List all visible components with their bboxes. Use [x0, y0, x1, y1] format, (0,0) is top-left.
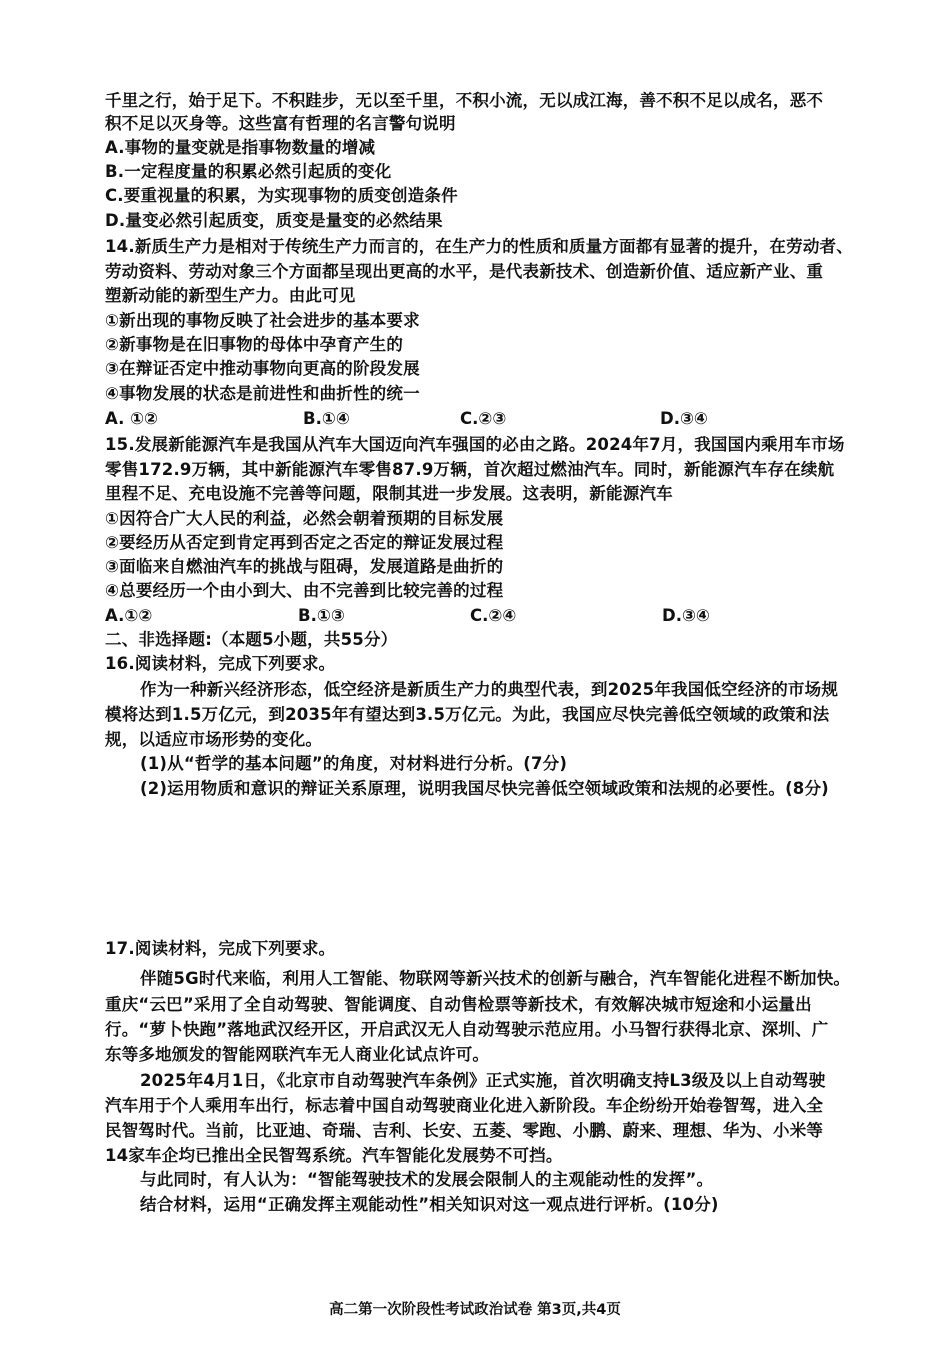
q17-para2-line-2: 汽车用于个人乘用车出行，标志着中国自动驾驶商业化进入新阶段。车企纷纷开始卷智驾，进入全: [105, 1096, 824, 1115]
q14-choice-b: B.①④: [303, 409, 350, 428]
q15-statement-2: ②要经历从否定到肯定再到否定之否定的辩证发展过程: [105, 533, 504, 552]
q16-subquestion-2: (2)运用物质和意识的辩证关系原理，说明我国尽快完善低空领域政策和法规的必要性。(8分): [140, 779, 829, 798]
q15-statement-3: ③面临来自燃油汽车的挑战与阻碍，发展道路是曲折的: [105, 557, 504, 576]
q14-choice-c: C.②③: [460, 409, 507, 428]
q13-option-d: D.量变必然引起质变，质变是量变的必然结果: [105, 211, 443, 230]
q15-choice-a: A.①②: [105, 606, 153, 625]
q15-stem-line-2: 零售172.9万辆，其中新能源汽车零售87.9万辆，首次超过燃油汽车。同时，新能源汽车存在续航: [105, 460, 835, 479]
q17-para3: 与此同时，有人认为：“智能驾驶技术的发展会限制人的主观能动性的发挥”。: [140, 1170, 714, 1189]
q13-option-b: B.一定程度量的积累必然引起质的变化: [105, 162, 392, 181]
q17-para2-line-4: 14家车企均已推出全民智驾系统。汽车智能化发展势不可挡。: [105, 1146, 563, 1165]
q15-statement-4: ④总要经历一个由小到大、由不完善到比较完善的过程: [105, 581, 504, 600]
q14-statement-2: ②新事物是在旧事物的母体中孕育产生的: [105, 335, 404, 354]
section-heading: 二、非选择题:（本题5小题，共55分）: [105, 630, 398, 649]
q17-para1-line-1: 伴随5G时代来临，利用人工智能、物联网等新兴技术的创新与融合，汽车智能化进程不断加快。: [140, 969, 851, 988]
q14-stem-line-1: 14.新质生产力是相对于传统生产力而言的，在生产力的性质和质量方面都有显著的提升，在劳动者、: [105, 237, 853, 256]
q14-stem-line-3: 塑新动能的新型生产力。由此可见: [105, 286, 356, 305]
q17-para2-line-1: 2025年4月1日，《北京市自动驾驶汽车条例》正式实施，首次明确支持L3级及以上自动驾驶: [140, 1071, 826, 1090]
q17-task: 结合材料，运用“正确发挥主观能动性”相关知识对这一观点进行评析。(10分): [140, 1195, 719, 1214]
q15-statement-1: ①因符合广大人民的利益，必然会朝着预期的目标发展: [105, 509, 504, 528]
q15-stem-line-3: 里程不足、充电设施不完善等问题，限制其进一步发展。这表明，新能源汽车: [105, 484, 673, 503]
q16-subquestion-1: (1)从“哲学的基本问题”的角度，对材料进行分析。(7分): [140, 754, 568, 773]
q14-choice-d: D.③④: [660, 409, 708, 428]
q17-title: 17.阅读材料，完成下列要求。: [105, 939, 336, 958]
q14-choice-a: A. ①②: [105, 409, 159, 428]
q15-choice-c: C.②④: [470, 606, 517, 625]
q16-title: 16.阅读材料，完成下列要求。: [105, 654, 336, 673]
q17-para2-line-3: 民智驾时代。当前，比亚迪、奇瑞、吉利、长安、五菱、零跑、小鹏、蔚来、理想、华为、小米等: [105, 1121, 824, 1140]
q13-option-c: C.要重视量的积累，为实现事物的质变创造条件: [105, 186, 458, 205]
q16-material-line-1: 作为一种新兴经济形态，低空经济是新质生产力的典型代表，到2025年我国低空经济的市场规: [140, 680, 839, 699]
q15-choice-b: B.①③: [298, 606, 345, 625]
q15-choice-d: D.③④: [662, 606, 710, 625]
q14-stem-line-2: 劳动资料、劳动对象三个方面都呈现出更高的水平，是代表新技术、创造新价值、适应新产业、重: [105, 262, 824, 281]
q13-stem-line-2: 积不足以灭身等。这些富有哲理的名言警句说明: [105, 114, 456, 133]
q14-statement-1: ①新出现的事物反映了社会进步的基本要求: [105, 311, 420, 330]
q16-material-line-3: 规，以适应市场形势的变化。: [105, 730, 323, 749]
q13-option-a: A.事物的量变就是指事物数量的增减: [105, 138, 376, 157]
q15-stem-line-1: 15.发展新能源汽车是我国从汽车大国迈向汽车强国的必由之路。2024年7月，我国国内乘用车市场: [105, 435, 845, 454]
q17-para1-line-3: 行。“萝卜快跑”落地武汉经开区，开启武汉无人自动驾驶示范应用。小马智行获得北京、深圳、广: [105, 1020, 829, 1039]
q17-para1-line-2: 重庆“云巴”采用了全自动驾驶、智能调度、自动售检票等新技术，有效解决城市短途和小运量出: [105, 995, 812, 1014]
page-footer: 高二第一次阶段性考试政治试卷 第3页,共4页: [329, 1302, 621, 1318]
q17-para1-line-4: 东等多地颁发的智能网联汽车无人商业化试点许可。: [105, 1045, 490, 1064]
q14-statement-4: ④事物发展的状态是前进性和曲折性的统一: [105, 384, 420, 403]
q16-material-line-2: 模将达到1.5万亿元，到2035年有望达到3.5万亿元。为此，我国应尽快完善低空领域的政策和法: [105, 705, 830, 724]
q14-statement-3: ③在辩证否定中推动事物向更高的阶段发展: [105, 359, 420, 378]
q13-stem-line-1: 千里之行，始于足下。不积跬步，无以至千里，不积小流，无以成江海，善不积不足以成名，恶不: [105, 91, 824, 110]
